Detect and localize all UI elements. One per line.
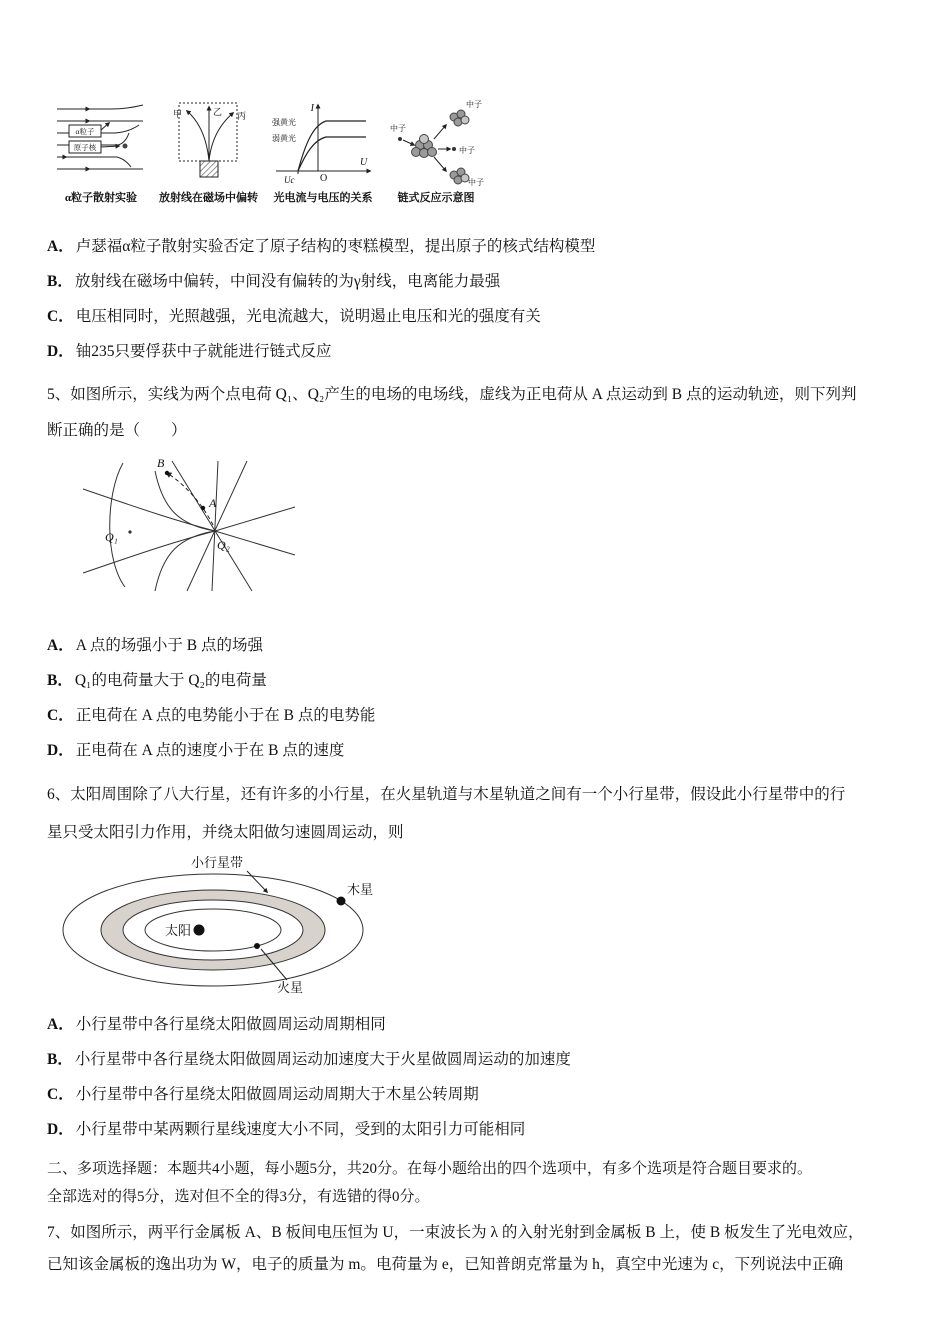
field-lines xyxy=(83,461,295,591)
weak-light-label: 弱黄光 xyxy=(272,134,296,143)
q6-stem-line1: 6、太阳周围除了八大行星，还有许多的小行星，在火星轨道与木星轨道之间有一个小行星带，假设此小行星带中的行 xyxy=(47,786,846,803)
option-text: 正电荷在 A 点的电势能小于在 B 点的电势能 xyxy=(75,707,376,724)
q5-option-c xyxy=(47,698,908,733)
section2-line1: 二、多项选择题：本题共4小题，每小题5分，共20分。在每小题给出的四个选项中，有多个选项是符合题目要求的。 xyxy=(47,1161,813,1177)
point-a-label: A xyxy=(209,496,217,510)
origin-label: O xyxy=(320,173,328,184)
sun-dot xyxy=(194,925,205,936)
jupiter-dot xyxy=(337,897,346,906)
axis-u-label: U xyxy=(360,157,368,168)
q4-option-d xyxy=(47,334,908,369)
option-label: A． xyxy=(47,238,74,255)
ray-paths xyxy=(187,107,233,161)
central-nucleus-cluster xyxy=(412,135,437,158)
nucleus-dot xyxy=(123,144,128,149)
q6-option-d xyxy=(47,1112,908,1147)
figure-caption: 放射线在磁场中偏转 xyxy=(159,192,258,204)
figure-magnetic-deflection xyxy=(159,95,258,205)
figure-caption: 链式反应示意图 xyxy=(397,192,475,204)
option-label: C． xyxy=(47,707,74,724)
section2-header xyxy=(47,1155,908,1211)
sun-label: 太阳 xyxy=(165,923,192,938)
q6-stem xyxy=(47,776,908,852)
ray-bing-label: 丙 xyxy=(236,111,246,121)
q4-option-a xyxy=(47,229,908,264)
photocurrent-voltage-graph xyxy=(270,95,376,187)
fragment-cluster-top xyxy=(450,110,469,126)
mars-label: 火星 xyxy=(277,980,304,994)
q5-stem-line1: 5、如图所示，实线为两个点电荷 Q₁、Q₂产生的电场的电场线，虚线为正电荷从 A 点运动到 B 点的运动轨迹，则下列判 xyxy=(47,386,857,403)
neutron-arrow xyxy=(403,140,414,145)
field-lines-diagram xyxy=(67,453,297,593)
q5-stem-line2: 断正确的是（ ） xyxy=(47,422,187,439)
ray-arrows xyxy=(57,109,89,169)
option-label: A． xyxy=(47,637,74,654)
q4-option-c xyxy=(47,299,908,334)
option-text: 电压相同时，光照越强，光电流越大，说明遏止电压和光的强度有关 xyxy=(75,308,541,325)
q5-options xyxy=(47,628,908,768)
asteroid-belt-label: 小行星带 xyxy=(191,855,244,870)
point-a-dot xyxy=(201,506,205,510)
q4-options xyxy=(47,229,908,369)
option-label: A． xyxy=(47,1016,74,1033)
q6-option-b xyxy=(47,1042,908,1077)
q5-option-a xyxy=(47,628,908,663)
axis-i-label: I xyxy=(310,103,314,114)
q6-option-c xyxy=(47,1077,908,1112)
charge-q1-dot xyxy=(128,530,131,533)
option-text: 小行星带中各行星绕太阳做圆周运动周期大于木星公转周期 xyxy=(75,1086,479,1103)
point-b-label: B xyxy=(157,456,165,470)
charge-q1-label: Q₁ xyxy=(105,530,118,544)
neutron-label-top: 中子 xyxy=(466,100,482,109)
option-label: D． xyxy=(47,1121,74,1138)
q5-figure xyxy=(67,453,908,598)
neutron-label-bottom: 中子 xyxy=(468,178,484,187)
option-label: C． xyxy=(47,308,74,325)
q6-figure xyxy=(51,854,908,999)
figure-chain-reaction xyxy=(388,95,484,205)
alpha-scattering-diagram xyxy=(55,95,147,187)
neutron-dot xyxy=(398,137,402,141)
neutron-label-right: 中子 xyxy=(459,146,475,155)
option-text: 小行星带中某两颗行星线速度大小不同，受到的太阳引力可能相同 xyxy=(75,1121,526,1138)
q6-options xyxy=(47,1007,908,1147)
q6-option-a xyxy=(47,1007,908,1042)
belt-pointer-arrow xyxy=(247,871,267,892)
option-label: C． xyxy=(47,1086,74,1103)
solar-system-diagram xyxy=(51,854,381,994)
figure-caption: α粒子散射实验 xyxy=(64,192,138,204)
figure-photocurrent-graph xyxy=(270,95,376,205)
q5-option-b xyxy=(47,663,908,698)
q6-stem-line2: 星只受太阳引力作用，并绕太阳做匀速圆周运动，则 xyxy=(47,824,404,841)
chain-reaction-diagram xyxy=(388,95,484,187)
ray-yi-label: 乙 xyxy=(212,107,222,117)
option-text: 正电荷在 A 点的速度小于在 B 点的速度 xyxy=(75,742,345,759)
option-text: 放射线在磁场中偏转，中间没有偏转的为γ射线，电离能力最强 xyxy=(74,273,501,290)
fragment-cluster-bottom xyxy=(450,168,469,184)
ray-jia-label: 甲 xyxy=(172,109,182,119)
strong-light-label: 强黄光 xyxy=(272,118,296,127)
option-text: 铀235只要俘获中子就能进行链式反应 xyxy=(75,343,332,360)
alpha-particle-label: α粒子 xyxy=(75,127,95,136)
uc-label: Uc xyxy=(284,175,295,185)
option-text: 小行星带中各行星绕太阳做圆周运动周期相同 xyxy=(75,1016,386,1033)
q7-stem-line1: 7、如图所示，两平行金属板 A、B 板间电压恒为 U，一束波长为 λ 的入射光射到金属板 B 上，使 B 板发生了光电效应， xyxy=(47,1224,864,1241)
option-text: 卢瑟福α粒子散射实验否定了原子结构的枣糕模型，提出原子的核式结构模型 xyxy=(75,238,596,255)
option-text: 小行星带中各行星绕太阳做圆周运动加速度大于火星做圆周运动的加速度 xyxy=(74,1051,571,1068)
neutron-dot xyxy=(452,147,456,151)
section2-line2: 全部选对的得5分，选对但不全的得3分，有选错的得0分。 xyxy=(47,1189,430,1205)
q7-stem xyxy=(47,1217,908,1281)
option-label: B． xyxy=(47,672,73,689)
option-text: Q₁的电荷量大于 Q₂的电荷量 xyxy=(74,672,267,689)
option-label: D． xyxy=(47,742,74,759)
option-label: D． xyxy=(47,343,74,360)
fission-arrows xyxy=(434,125,450,171)
charge-q2-label: Q₂ xyxy=(217,538,230,552)
option-text: A 点的场强小于 B 点的场强 xyxy=(75,637,264,654)
mars-dot xyxy=(254,943,260,949)
figure-caption: 光电流与电压的关系 xyxy=(273,192,373,204)
neutron-label-left: 中子 xyxy=(390,124,406,133)
point-b-dot xyxy=(165,471,169,475)
q4-figures-row xyxy=(55,95,908,205)
radiation-source-box xyxy=(200,161,218,177)
figure-label-boxes xyxy=(69,123,119,153)
iv-curves xyxy=(298,121,366,171)
nucleus-label: 原子核 xyxy=(73,143,97,152)
magnetic-deflection-diagram xyxy=(163,95,255,187)
q7-stem-line2: 已知该金属板的逸出功为 W，电子的质量为 m。电荷量为 e，已知普朗克常量为 h，真空中光速为 c，下列说法中正确 xyxy=(47,1256,844,1273)
jupiter-label: 木星 xyxy=(347,882,374,897)
q5-stem xyxy=(47,377,908,449)
figure-alpha-scattering xyxy=(55,95,147,205)
q5-option-d xyxy=(47,733,908,768)
option-label: B． xyxy=(47,1051,73,1068)
option-label: B． xyxy=(47,273,73,290)
q4-option-b xyxy=(47,264,908,299)
